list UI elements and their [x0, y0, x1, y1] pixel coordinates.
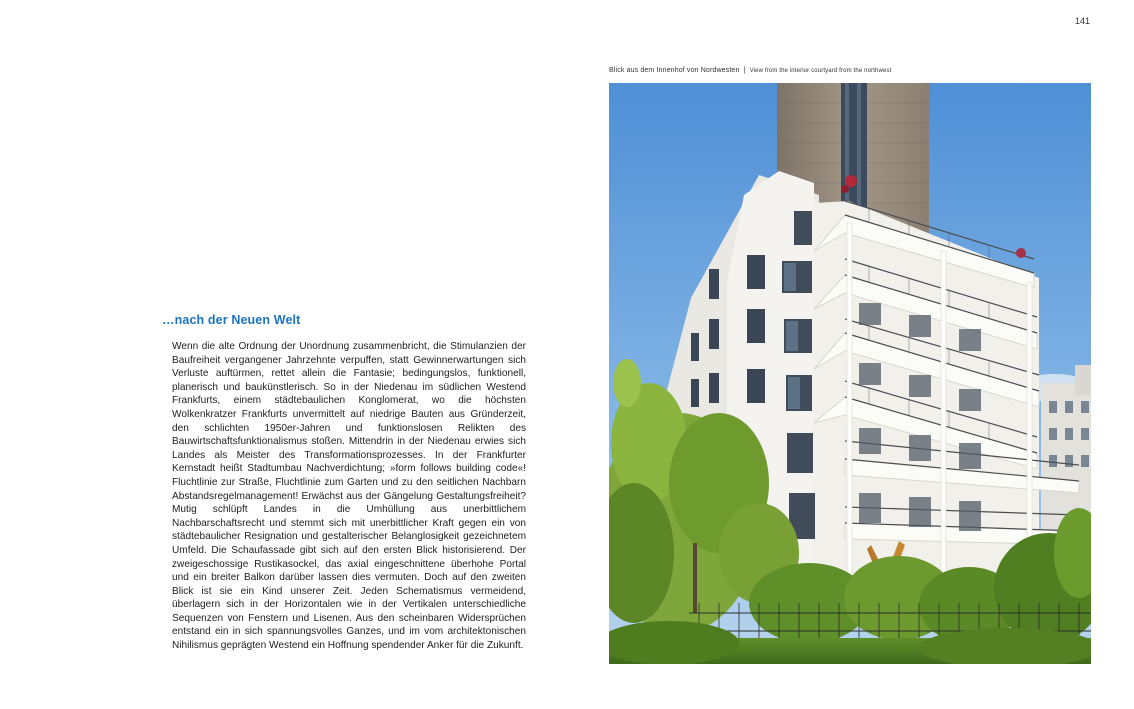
article-body: Wenn die alte Ordnung der Unordnung zusammenbricht, die Stimulanzien der Baufreiheit vergangener Jahrzehnte verpuffen, statt Gewinnerwartungen sich Verluste auftürmen, rettet allein die Fantasie; bedingungslos, funktionell, planerisch und baukünstlerisch. So in der Niedenau im südlichen Westend Frankfurts, einem städtebaulichen Konglomerat, wo die höchsten Wolkenkratzer Frankfurts unvermittelt auf niedrige Bauten aus Gründerzeit, den schlichten 1950er-Jahren und funktionslosen Relikten des Bauwirtschaftsfunktionalismus stoßen. Mittendrin in der Niedenau erwies sich Landes als Meister des Transformationsprozesses. In der Frankfurter Kernstadt heißt Stadtumbau Nachverdichtung; »form follows building code«! Fluchtlinie zur Straße, Fluchtlinie zum Garten und zu den seitlichen Nachbarn Abstandsregelmanagement! Erwächst aus der Gängelung Gestaltungsfreiheit? Mutig schlüpft Landes in die Umhüllung aus unerbittlichem Nachbarschaftsrecht und stemmt sich mit unerbittlicher Kraft gegen ein von städtebaulicher Resignation und gestalterischer Belanglosigkeit gezeichnetem Umfeld. Die Schaufassade gibt sich auf den ersten Blick historisierend. Der zweigeschossige Rustikasockel, das axial eingeschnittene überhohe Portal und ein breiter Balkon darüber lassen dies vermuten. Doch auf den zweiten Blick ist sie ein Kind unserer Zeit. Jeden Schematismus vermeidend, überlagern sich in der Horizontalen wie in der Vertikalen unterschiedliche Sequenzen von Fenstern und Lisenen. Aus den scheinbaren Widersprüchen entstand ein in sich spannungsvolles Ganzes, und im vom architektonischen Nihilismus geprägten Westend ein Hoffnung spendender Anker für die Zukunft.: [172, 341, 526, 652]
figure-caption: [609, 67, 891, 74]
caption-separator: |: [743, 67, 746, 74]
building-photo: [609, 83, 1091, 664]
section-heading: …nach der Neuen Welt: [162, 313, 301, 327]
page-number: 141: [1074, 16, 1090, 26]
caption-german: Blick aus dem Innenhof von Nordwesten: [609, 67, 740, 74]
caption-english: View from the interior courtyard from the northwest: [749, 68, 892, 74]
